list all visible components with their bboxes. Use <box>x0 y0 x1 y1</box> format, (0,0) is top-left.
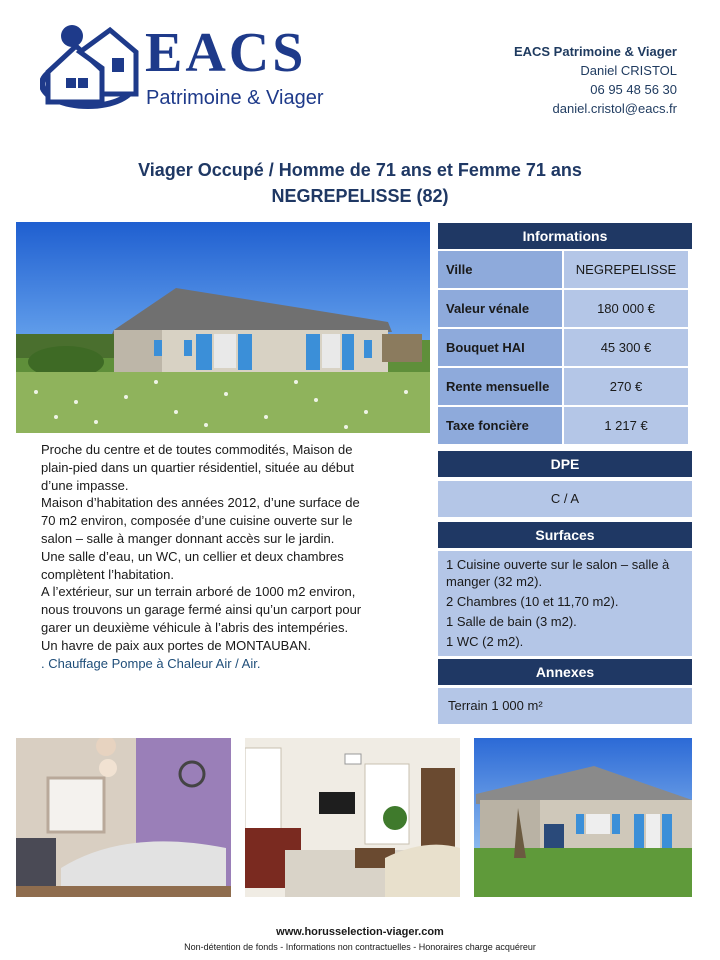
brand-tagline: Patrimoine & Viager <box>146 87 324 109</box>
listing-title <box>0 157 720 209</box>
contact-email[interactable]: daniel.cristol@eacs.fr <box>552 101 677 116</box>
list-item: 2 Chambres (10 et 11,70 m2). <box>446 594 619 609</box>
info-value: 270 € <box>563 367 689 406</box>
contact-block <box>514 42 677 118</box>
info-value: 45 300 € <box>563 328 689 367</box>
brand-name: EACS <box>145 22 307 84</box>
info-value: NEGREPELISSE <box>563 250 689 289</box>
info-value: 1 217 € <box>563 406 689 445</box>
info-label: Rente mensuelle <box>437 367 563 406</box>
contact-person: Daniel CRISTOL <box>580 63 677 78</box>
list-item: 1 Salle de bain (3 m2). <box>446 614 577 629</box>
annexes-header: Annexes <box>438 659 692 685</box>
info-label: Ville <box>437 250 563 289</box>
description-paragraph: Une salle d’eau, un WC, un cellier et deux chambres complètent l’habitation. <box>41 548 344 582</box>
house-logo-icon <box>40 22 150 114</box>
info-value: 180 000 € <box>563 289 689 328</box>
contact-phone[interactable]: 06 95 48 56 30 <box>590 82 677 97</box>
informations-header: Informations <box>438 223 692 249</box>
table-row <box>437 289 689 328</box>
surfaces-list <box>438 551 692 656</box>
title-line-1: Viager Occupé / Homme de 71 ans et Femme 71 ans <box>138 160 582 180</box>
info-label: Valeur vénale <box>437 289 563 328</box>
footer-website-link[interactable]: www.horusselection-viager.com <box>276 926 444 938</box>
description-paragraph: Maison d’habitation des années 2012, d’une surface de 70 m2 environ, composée d’une cuisine ouverte sur le salon – salle à manger donnant accès sur le jardin. <box>41 495 360 546</box>
table-row <box>437 250 689 289</box>
description-paragraph: Proche du centre et de toutes commodités, Maison de plain-pied dans un quartier résidentiel, située au début d’une impasse. <box>41 442 354 493</box>
surfaces-header: Surfaces <box>438 522 692 548</box>
annexes-value: Terrain 1 000 m² <box>438 688 692 724</box>
dpe-value: C / A <box>438 481 692 517</box>
photo-house-rear <box>474 738 692 897</box>
property-description <box>41 441 371 672</box>
list-item: 1 WC (2 m2). <box>446 634 524 649</box>
photo-living-room <box>245 738 460 897</box>
footer-disclaimer: Non-détention de fonds - Informations non contractuelles - Honoraires charge acquéreur <box>184 942 536 952</box>
photo-bedroom <box>16 738 231 897</box>
info-label: Taxe foncière <box>437 406 563 445</box>
table-row <box>437 406 689 445</box>
list-item: 1 Cuisine ouverte sur le salon – salle à manger (32 m2). <box>446 557 670 589</box>
title-line-2: NEGREPELISSE (82) <box>271 186 449 206</box>
description-paragraph: Un havre de paix aux portes de MONTAUBAN. <box>41 637 311 653</box>
table-row <box>437 328 689 367</box>
contact-company: EACS Patrimoine & Viager <box>513 44 677 59</box>
main-photo-house <box>16 222 430 433</box>
dpe-header: DPE <box>438 451 692 477</box>
informations-table <box>436 249 690 446</box>
description-paragraph: A l’extérieur, sur un terrain arboré de 1000 m2 environ, nous trouvons un garage fermé ainsi qu’un carport pour garer un deuxième véhicule à l’abris des intempéries. <box>41 584 362 635</box>
heating-note: . Chauffage Pompe à Chaleur Air / Air. <box>41 655 261 671</box>
table-row <box>437 367 689 406</box>
info-label: Bouquet HAI <box>437 328 563 367</box>
